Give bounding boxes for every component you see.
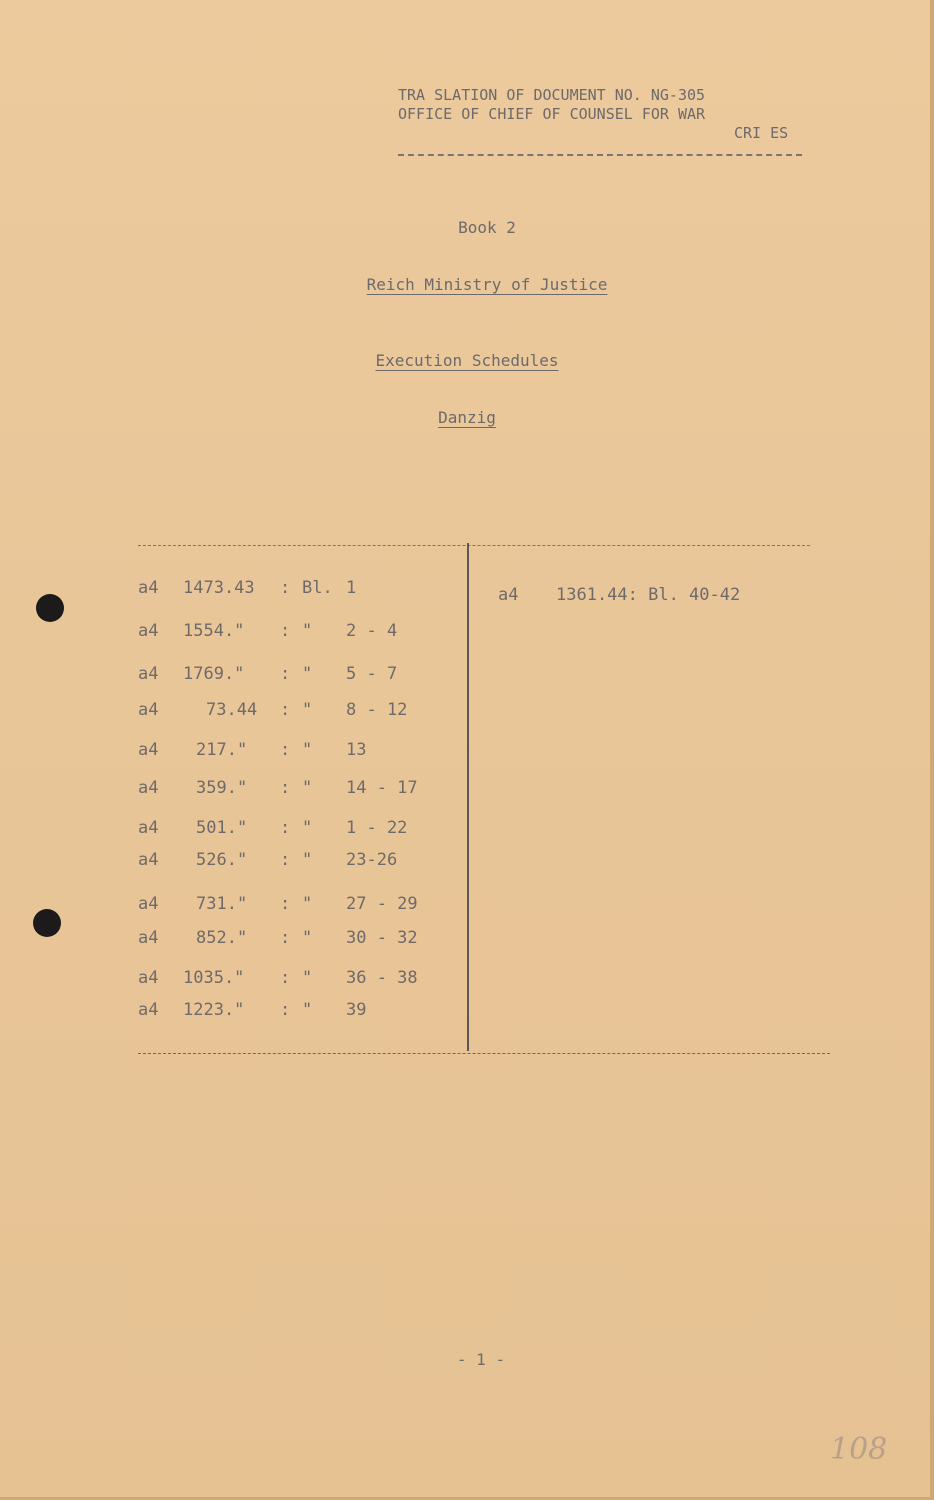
book-title: Book 2	[458, 218, 516, 237]
page-number: - 1 -	[456, 1350, 506, 1369]
entry-pages: 36 - 38	[346, 968, 418, 988]
entry-prefix: a4	[138, 850, 159, 870]
entry-prefix: a4	[138, 700, 159, 720]
entry-prefix: a4	[138, 740, 159, 760]
entry-ref: "	[302, 1000, 313, 1020]
entry-prefix: a4	[138, 1000, 159, 1020]
document-header	[398, 86, 788, 143]
entry-ref: "	[302, 664, 313, 684]
entry-colon: :	[280, 664, 291, 684]
entry-colon: :	[280, 850, 291, 870]
entry-ref: "	[302, 621, 313, 641]
entry-ref: "	[302, 740, 313, 760]
entry-ref: "	[302, 894, 313, 914]
list-item	[138, 928, 418, 950]
entry-colon: :	[280, 740, 291, 760]
entry-date: 852."	[196, 928, 248, 948]
schedules-title: Execution Schedules	[375, 351, 559, 370]
entry-pages: 23-26	[346, 850, 398, 870]
header-dashed-rule	[398, 154, 802, 156]
entry-prefix: a4	[138, 578, 159, 598]
list-item	[138, 850, 398, 872]
list-item	[138, 578, 357, 600]
entry-colon: :	[280, 778, 291, 798]
header-line-2: OFFICE OF CHIEF OF COUNSEL FOR WAR	[398, 105, 706, 123]
list-item	[138, 894, 418, 916]
entry-date: 73.44	[206, 700, 258, 720]
entry-ref: "	[302, 778, 313, 798]
entry-ref: "	[302, 818, 313, 838]
right-column-entry	[498, 585, 741, 665]
entry-date: 359."	[196, 778, 248, 798]
list-item	[138, 621, 398, 643]
handwritten-page-number: 108	[830, 1432, 888, 1467]
list-item	[138, 1000, 367, 1022]
entry-prefix: a4	[138, 928, 159, 948]
entry-pages: 1 - 22	[346, 818, 408, 838]
entry-date: 217."	[196, 740, 248, 760]
entry-ref: "	[302, 928, 313, 948]
entry-colon: :	[280, 578, 291, 598]
entry-ref: "	[302, 968, 313, 988]
header-line-3: CRI ES	[734, 124, 789, 142]
place-title: Danzig	[438, 408, 496, 427]
entry-date: 1554."	[183, 621, 245, 641]
entry-prefix: a4	[138, 968, 159, 988]
entry-prefix: a4	[138, 664, 159, 684]
entry-prefix: a4	[498, 585, 519, 605]
entry-pages: 13	[346, 740, 367, 760]
entry-date: 731."	[196, 894, 248, 914]
entry-date: 1035."	[183, 968, 245, 988]
entry-pages: 14 - 17	[346, 778, 418, 798]
entry-colon: :	[280, 894, 291, 914]
entry-pages: 5 - 7	[346, 664, 398, 684]
list-item	[138, 740, 367, 762]
entry-ref: Bl.	[302, 578, 333, 598]
entry-pages: 8 - 12	[346, 700, 408, 720]
list-item	[138, 778, 418, 800]
punch-hole	[36, 594, 64, 622]
table-top-rule	[138, 545, 810, 546]
entry-date: 1223."	[183, 1000, 245, 1020]
entry-date: 1769."	[183, 664, 245, 684]
column-divider	[467, 543, 469, 1051]
entry-colon: :	[280, 928, 291, 948]
table-bottom-rule	[138, 1053, 830, 1054]
entry-date: 526."	[196, 850, 248, 870]
ministry-title: Reich Ministry of Justice	[366, 275, 608, 294]
entry-colon: :	[280, 818, 291, 838]
entry-colon: :	[280, 968, 291, 988]
entry-pages: 1	[346, 578, 357, 598]
list-item	[138, 818, 408, 840]
list-item	[138, 700, 408, 722]
header-line-1: TRA SLATION OF DOCUMENT NO. NG-305	[398, 86, 706, 104]
entry-ref: "	[302, 850, 313, 870]
entry-colon: :	[280, 621, 291, 641]
entry-prefix: a4	[138, 778, 159, 798]
entry-colon: :	[280, 1000, 291, 1020]
entry-pages: 39	[346, 1000, 367, 1020]
entry-date: 1473.43	[183, 578, 255, 598]
entry-prefix: a4	[138, 818, 159, 838]
entry-ref: "	[302, 700, 313, 720]
entry-text: 1361.44: Bl. 40-42	[556, 585, 741, 605]
entry-prefix: a4	[138, 894, 159, 914]
entry-date: 501."	[196, 818, 248, 838]
entry-pages: 27 - 29	[346, 894, 418, 914]
entry-pages: 30 - 32	[346, 928, 418, 948]
punch-hole	[33, 909, 61, 937]
entry-colon: :	[280, 700, 291, 720]
entry-pages: 2 - 4	[346, 621, 398, 641]
list-item	[138, 664, 398, 686]
list-item	[138, 968, 418, 990]
entry-prefix: a4	[138, 621, 159, 641]
